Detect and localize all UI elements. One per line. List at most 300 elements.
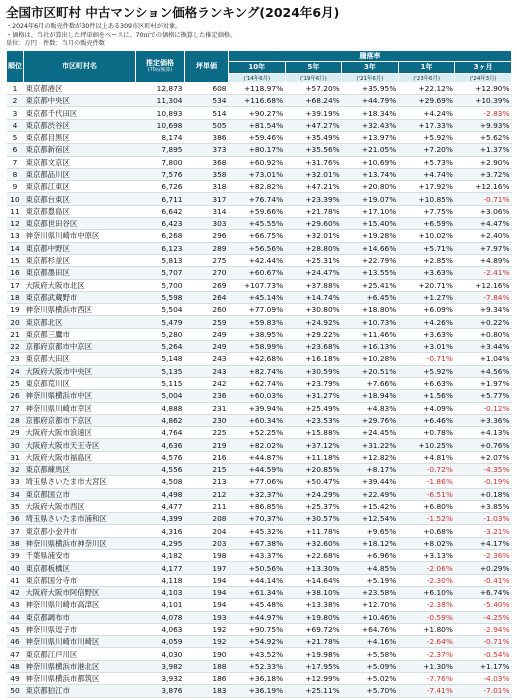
change-1y-cell: +0.68% bbox=[398, 525, 455, 537]
ranking-table bbox=[6, 50, 512, 698]
rank-cell: 25 bbox=[7, 377, 24, 389]
change-3y-cell: +14.66% bbox=[342, 242, 399, 254]
rank-cell: 26 bbox=[7, 390, 24, 402]
tsubo-price-cell: 208 bbox=[185, 513, 229, 525]
price-cell: 4,576 bbox=[136, 451, 185, 463]
price-cell: 6,423 bbox=[136, 218, 185, 230]
municipality-name: 京都府京都市下京区 bbox=[24, 414, 136, 426]
price-cell: 5,004 bbox=[136, 390, 185, 402]
change-1y-cell: -1.52% bbox=[398, 513, 455, 525]
change-3m-cell: -2.94% bbox=[455, 623, 512, 635]
change-5y-cell: +11.18% bbox=[285, 451, 342, 463]
change-3m-cell: +3.36% bbox=[455, 414, 512, 426]
change-1y-cell: -2.37% bbox=[398, 648, 455, 660]
change-1y-cell: +5.71% bbox=[398, 242, 455, 254]
change-3y-cell: +31.22% bbox=[342, 439, 399, 451]
rank-cell: 19 bbox=[7, 304, 24, 316]
rank-cell: 10 bbox=[7, 193, 24, 205]
price-cell: 8,174 bbox=[136, 131, 185, 143]
change-5y-cell: +37.12% bbox=[285, 439, 342, 451]
tsubo-price-cell: 269 bbox=[185, 279, 229, 291]
rank-cell: 12 bbox=[7, 218, 24, 230]
table-row bbox=[7, 242, 512, 254]
change-10y-cell: +44.59% bbox=[229, 463, 286, 475]
change-3y-cell: +23.58% bbox=[342, 586, 399, 598]
change-1y-cell: +6.10% bbox=[398, 586, 455, 598]
rank-cell: 42 bbox=[7, 586, 24, 598]
change-1y-cell: -0.59% bbox=[398, 611, 455, 623]
change-3y-cell: +10.28% bbox=[342, 353, 399, 365]
municipality-name: 神奈川県横浜市港北区 bbox=[24, 660, 136, 672]
rank-cell: 33 bbox=[7, 476, 24, 488]
change-3y-cell: +13.74% bbox=[342, 168, 399, 180]
tsubo-price-cell: 192 bbox=[185, 636, 229, 648]
table-row bbox=[7, 291, 512, 303]
municipality-name: 東京都荒川区 bbox=[24, 377, 136, 389]
rank-cell: 29 bbox=[7, 427, 24, 439]
change-3m-cell: +4.89% bbox=[455, 254, 512, 266]
header-ref-3m: ('24年3月) bbox=[455, 73, 512, 82]
change-3y-cell: +25.41% bbox=[342, 279, 399, 291]
change-10y-cell: +45.55% bbox=[229, 218, 286, 230]
change-5y-cell: +32.01% bbox=[285, 168, 342, 180]
change-5y-cell: +30.57% bbox=[285, 513, 342, 525]
tsubo-price-cell: 219 bbox=[185, 439, 229, 451]
table-row bbox=[7, 205, 512, 217]
tsubo-price-cell: 270 bbox=[185, 267, 229, 279]
price-cell: 7,800 bbox=[136, 156, 185, 168]
change-10y-cell: +52.33% bbox=[229, 660, 286, 672]
tsubo-price-cell: 368 bbox=[185, 156, 229, 168]
change-10y-cell: +73.01% bbox=[229, 168, 286, 180]
change-1y-cell: +6.59% bbox=[398, 218, 455, 230]
change-1y-cell: +22.12% bbox=[398, 82, 455, 94]
rank-cell: 15 bbox=[7, 254, 24, 266]
tsubo-price-cell: 242 bbox=[185, 377, 229, 389]
tsubo-price-cell: 259 bbox=[185, 316, 229, 328]
municipality-name: 東京都国立市 bbox=[24, 488, 136, 500]
rank-cell: 17 bbox=[7, 279, 24, 291]
note-units: 単位：万円 件数：当月の販売件数 bbox=[6, 40, 105, 48]
rank-cell: 46 bbox=[7, 636, 24, 648]
change-3y-cell: +5.19% bbox=[342, 574, 399, 586]
price-cell: 7,576 bbox=[136, 168, 185, 180]
municipality-name: 東京都杉並区 bbox=[24, 254, 136, 266]
change-1y-cell: +4.81% bbox=[398, 451, 455, 463]
change-3y-cell: +5.09% bbox=[342, 660, 399, 672]
change-3y-cell: +12.82% bbox=[342, 451, 399, 463]
rank-cell: 6 bbox=[7, 144, 24, 156]
change-3y-cell: +5.70% bbox=[342, 685, 399, 697]
municipality-name: 東京都新宿区 bbox=[24, 144, 136, 156]
price-cell: 4,030 bbox=[136, 648, 185, 660]
rank-cell: 8 bbox=[7, 168, 24, 180]
tsubo-price-cell: 186 bbox=[185, 673, 229, 685]
header-period-3m: 3ヶ月 bbox=[455, 61, 512, 73]
change-3m-cell: -0.54% bbox=[455, 648, 512, 660]
rank-cell: 3 bbox=[7, 107, 24, 119]
change-10y-cell: +70.37% bbox=[229, 513, 286, 525]
tsubo-price-cell: 236 bbox=[185, 390, 229, 402]
change-1y-cell: +1.56% bbox=[398, 390, 455, 402]
change-5y-cell: +30.80% bbox=[285, 304, 342, 316]
change-3m-cell: +4.13% bbox=[455, 427, 512, 439]
municipality-name: 神奈川県横浜市中区 bbox=[24, 390, 136, 402]
change-5y-cell: +12.99% bbox=[285, 673, 342, 685]
change-3y-cell: +44.79% bbox=[342, 95, 399, 107]
municipality-name: 東京都世田谷区 bbox=[24, 218, 136, 230]
change-10y-cell: +60.92% bbox=[229, 156, 286, 168]
change-3m-cell: +1.97% bbox=[455, 377, 512, 389]
change-3m-cell: -0.41% bbox=[455, 574, 512, 586]
change-5y-cell: +25.37% bbox=[285, 500, 342, 512]
municipality-name: 東京都狛江市 bbox=[24, 685, 136, 697]
table-row bbox=[7, 414, 512, 426]
municipality-name: 東京都港区 bbox=[24, 82, 136, 94]
change-1y-cell: -6.51% bbox=[398, 488, 455, 500]
change-3m-cell: +3.85% bbox=[455, 500, 512, 512]
change-5y-cell: +31.76% bbox=[285, 156, 342, 168]
change-10y-cell: +44.87% bbox=[229, 451, 286, 463]
rank-cell: 24 bbox=[7, 365, 24, 377]
tsubo-price-cell: 212 bbox=[185, 488, 229, 500]
tsubo-price-cell: 243 bbox=[185, 353, 229, 365]
change-3y-cell: +12.54% bbox=[342, 513, 399, 525]
change-10y-cell: +38.95% bbox=[229, 328, 286, 340]
change-5y-cell: +23.79% bbox=[285, 377, 342, 389]
change-5y-cell: +35.49% bbox=[285, 131, 342, 143]
municipality-name: 東京都調布市 bbox=[24, 611, 136, 623]
rank-cell: 5 bbox=[7, 131, 24, 143]
change-5y-cell: +25.31% bbox=[285, 254, 342, 266]
change-5y-cell: +47.21% bbox=[285, 181, 342, 193]
change-3m-cell: +1.17% bbox=[455, 660, 512, 672]
tsubo-price-cell: 197 bbox=[185, 562, 229, 574]
change-10y-cell: +90.75% bbox=[229, 623, 286, 635]
rank-cell: 21 bbox=[7, 328, 24, 340]
rank-cell: 30 bbox=[7, 439, 24, 451]
change-3y-cell: +5.58% bbox=[342, 648, 399, 660]
change-3y-cell: +7.66% bbox=[342, 377, 399, 389]
change-1y-cell: +4.09% bbox=[398, 402, 455, 414]
change-3m-cell: +9.93% bbox=[455, 119, 512, 131]
rank-cell: 48 bbox=[7, 660, 24, 672]
price-cell: 5,135 bbox=[136, 365, 185, 377]
change-5y-cell: +30.59% bbox=[285, 365, 342, 377]
change-5y-cell: +25.49% bbox=[285, 402, 342, 414]
tsubo-price-cell: 608 bbox=[185, 82, 229, 94]
change-10y-cell: +36.19% bbox=[229, 685, 286, 697]
change-3m-cell: -4.03% bbox=[455, 673, 512, 685]
table-row bbox=[7, 168, 512, 180]
change-3m-cell: +6.74% bbox=[455, 586, 512, 598]
change-10y-cell: +60.67% bbox=[229, 267, 286, 279]
change-3y-cell: +10.73% bbox=[342, 316, 399, 328]
tsubo-price-cell: 317 bbox=[185, 193, 229, 205]
table-row bbox=[7, 377, 512, 389]
rank-cell: 49 bbox=[7, 673, 24, 685]
change-5y-cell: +29.22% bbox=[285, 328, 342, 340]
price-cell: 6,711 bbox=[136, 193, 185, 205]
change-10y-cell: +90.27% bbox=[229, 107, 286, 119]
change-3y-cell: +16.13% bbox=[342, 341, 399, 353]
change-3m-cell: +1.04% bbox=[455, 353, 512, 365]
price-cell: 5,504 bbox=[136, 304, 185, 316]
table-row bbox=[7, 230, 512, 242]
price-cell: 4,888 bbox=[136, 402, 185, 414]
price-cell: 4,399 bbox=[136, 513, 185, 525]
tsubo-price-cell: 203 bbox=[185, 537, 229, 549]
change-5y-cell: +24.29% bbox=[285, 488, 342, 500]
change-3y-cell: +39.44% bbox=[342, 476, 399, 488]
table-row bbox=[7, 304, 512, 316]
rank-cell: 37 bbox=[7, 525, 24, 537]
change-10y-cell: +44.14% bbox=[229, 574, 286, 586]
tsubo-price-cell: 188 bbox=[185, 660, 229, 672]
tsubo-price-cell: 215 bbox=[185, 463, 229, 475]
rank-cell: 36 bbox=[7, 513, 24, 525]
change-3m-cell: +3.06% bbox=[455, 205, 512, 217]
table-row bbox=[7, 144, 512, 156]
municipality-name: 東京都練馬区 bbox=[24, 463, 136, 475]
change-5y-cell: +24.47% bbox=[285, 267, 342, 279]
change-10y-cell: +62.74% bbox=[229, 377, 286, 389]
price-cell: 5,598 bbox=[136, 291, 185, 303]
header-change-group: 騰落率 bbox=[229, 50, 512, 61]
change-5y-cell: +21.78% bbox=[285, 205, 342, 217]
table-row bbox=[7, 82, 512, 94]
rank-cell: 31 bbox=[7, 451, 24, 463]
tsubo-price-cell: 275 bbox=[185, 254, 229, 266]
rank-cell: 7 bbox=[7, 156, 24, 168]
note-line-1: ・2024年6月の販売件数が30件以上ある309市区町村が対象。 bbox=[6, 23, 182, 30]
tsubo-price-cell: 318 bbox=[185, 181, 229, 193]
change-3m-cell: +0.29% bbox=[455, 562, 512, 574]
price-cell: 5,707 bbox=[136, 267, 185, 279]
rank-cell: 4 bbox=[7, 119, 24, 131]
change-3m-cell: +2.07% bbox=[455, 451, 512, 463]
change-3m-cell: -3.21% bbox=[455, 525, 512, 537]
change-1y-cell: +3.63% bbox=[398, 267, 455, 279]
change-10y-cell: +45.32% bbox=[229, 525, 286, 537]
price-cell: 11,304 bbox=[136, 95, 185, 107]
price-cell: 4,862 bbox=[136, 414, 185, 426]
tsubo-price-cell: 194 bbox=[185, 599, 229, 611]
change-3y-cell: +18.34% bbox=[342, 107, 399, 119]
price-cell: 6,268 bbox=[136, 230, 185, 242]
change-5y-cell: +21.78% bbox=[285, 636, 342, 648]
municipality-name: 東京都板橋区 bbox=[24, 562, 136, 574]
change-10y-cell: +56.56% bbox=[229, 242, 286, 254]
price-cell: 5,264 bbox=[136, 341, 185, 353]
price-cell: 4,508 bbox=[136, 476, 185, 488]
change-3y-cell: +13.55% bbox=[342, 267, 399, 279]
municipality-name: 神奈川県横浜市西区 bbox=[24, 304, 136, 316]
municipality-name: 千葉県浦安市 bbox=[24, 550, 136, 562]
tsubo-price-cell: 230 bbox=[185, 414, 229, 426]
municipality-name: 東京都武蔵野市 bbox=[24, 291, 136, 303]
municipality-name: 東京都渋谷区 bbox=[24, 119, 136, 131]
municipality-name: 東京都北区 bbox=[24, 316, 136, 328]
change-10y-cell: +59.83% bbox=[229, 316, 286, 328]
change-1y-cell: +0.78% bbox=[398, 427, 455, 439]
municipality-name: 東京都中野区 bbox=[24, 242, 136, 254]
price-cell: 5,115 bbox=[136, 377, 185, 389]
change-3y-cell: +64.76% bbox=[342, 623, 399, 635]
change-5y-cell: +11.78% bbox=[285, 525, 342, 537]
change-1y-cell: +5.92% bbox=[398, 365, 455, 377]
table-row bbox=[7, 488, 512, 500]
table-row bbox=[7, 107, 512, 119]
change-1y-cell: +8.02% bbox=[398, 537, 455, 549]
change-5y-cell: +38.10% bbox=[285, 586, 342, 598]
municipality-name: 神奈川県横浜市都筑区 bbox=[24, 673, 136, 685]
change-3m-cell: +0.76% bbox=[455, 439, 512, 451]
change-1y-cell: +5.73% bbox=[398, 156, 455, 168]
change-5y-cell: +29.60% bbox=[285, 218, 342, 230]
change-1y-cell: +7.20% bbox=[398, 144, 455, 156]
price-cell: 6,642 bbox=[136, 205, 185, 217]
change-3m-cell: -1.03% bbox=[455, 513, 512, 525]
table-row bbox=[7, 279, 512, 291]
change-3m-cell: +4.47% bbox=[455, 218, 512, 230]
tsubo-price-cell: 514 bbox=[185, 107, 229, 119]
tsubo-price-cell: 183 bbox=[185, 685, 229, 697]
change-10y-cell: +77.09% bbox=[229, 304, 286, 316]
change-5y-cell: +23.39% bbox=[285, 193, 342, 205]
tsubo-price-cell: 296 bbox=[185, 230, 229, 242]
table-row bbox=[7, 181, 512, 193]
municipality-name: 神奈川県川崎市幸区 bbox=[24, 402, 136, 414]
change-3m-cell: -2.36% bbox=[455, 550, 512, 562]
change-10y-cell: +59.46% bbox=[229, 131, 286, 143]
table-row bbox=[7, 476, 512, 488]
change-10y-cell: +32.37% bbox=[229, 488, 286, 500]
change-3y-cell: +32.43% bbox=[342, 119, 399, 131]
municipality-name: 東京都目黒区 bbox=[24, 131, 136, 143]
municipality-name: 東京都文京区 bbox=[24, 156, 136, 168]
price-cell: 5,280 bbox=[136, 328, 185, 340]
price-cell: 5,700 bbox=[136, 279, 185, 291]
change-5y-cell: +22.68% bbox=[285, 550, 342, 562]
change-10y-cell: +82.74% bbox=[229, 365, 286, 377]
change-5y-cell: +25.11% bbox=[285, 685, 342, 697]
change-5y-cell: +23.53% bbox=[285, 414, 342, 426]
change-1y-cell: -1.86% bbox=[398, 476, 455, 488]
table-row bbox=[7, 119, 512, 131]
change-1y-cell: +1.27% bbox=[398, 291, 455, 303]
table-row bbox=[7, 439, 512, 451]
municipality-name: 大阪府大阪市阿倍野区 bbox=[24, 586, 136, 598]
change-1y-cell: +1.80% bbox=[398, 623, 455, 635]
change-5y-cell: +69.72% bbox=[285, 623, 342, 635]
table-row bbox=[7, 636, 512, 648]
change-3y-cell: +6.96% bbox=[342, 550, 399, 562]
note-line-2: ・価格は、当社が算出した坪単価をベースに、70㎡での価格に換算した推定価格。 bbox=[6, 31, 237, 39]
header-period-1y: 1年 bbox=[398, 61, 455, 73]
price-cell: 4,316 bbox=[136, 525, 185, 537]
change-1y-cell: +1.30% bbox=[398, 660, 455, 672]
change-3y-cell: +4.85% bbox=[342, 562, 399, 574]
table-row bbox=[7, 525, 512, 537]
change-3m-cell: +0.22% bbox=[455, 316, 512, 328]
rank-cell: 43 bbox=[7, 599, 24, 611]
change-3m-cell: +12.16% bbox=[455, 181, 512, 193]
change-5y-cell: +19.80% bbox=[285, 611, 342, 623]
municipality-name: 神奈川県逗子市 bbox=[24, 623, 136, 635]
change-5y-cell: +13.38% bbox=[285, 599, 342, 611]
table-row bbox=[7, 316, 512, 328]
change-5y-cell: +20.85% bbox=[285, 463, 342, 475]
price-cell: 4,101 bbox=[136, 599, 185, 611]
change-3y-cell: +22.49% bbox=[342, 488, 399, 500]
rank-cell: 35 bbox=[7, 500, 24, 512]
change-5y-cell: +39.19% bbox=[285, 107, 342, 119]
change-1y-cell: -2.06% bbox=[398, 562, 455, 574]
header-tsubo: 坪単価 bbox=[185, 50, 229, 82]
change-1y-cell: -2.64% bbox=[398, 636, 455, 648]
municipality-name: 東京都小金井市 bbox=[24, 525, 136, 537]
rank-cell: 47 bbox=[7, 648, 24, 660]
tsubo-price-cell: 358 bbox=[185, 168, 229, 180]
change-1y-cell: +6.63% bbox=[398, 377, 455, 389]
tsubo-price-cell: 505 bbox=[185, 119, 229, 131]
municipality-name: 東京都品川区 bbox=[24, 168, 136, 180]
change-3y-cell: +20.80% bbox=[342, 181, 399, 193]
change-5y-cell: +16.18% bbox=[285, 353, 342, 365]
table-row bbox=[7, 95, 512, 107]
price-cell: 6,123 bbox=[136, 242, 185, 254]
change-3y-cell: +15.42% bbox=[342, 500, 399, 512]
change-1y-cell: +6.09% bbox=[398, 304, 455, 316]
table-row bbox=[7, 427, 512, 439]
change-1y-cell: +5.92% bbox=[398, 131, 455, 143]
change-3y-cell: +6.45% bbox=[342, 291, 399, 303]
price-cell: 6,726 bbox=[136, 181, 185, 193]
change-3y-cell: +11.46% bbox=[342, 328, 399, 340]
tsubo-price-cell: 213 bbox=[185, 476, 229, 488]
change-3y-cell: +8.17% bbox=[342, 463, 399, 475]
municipality-name: 神奈川県川崎市高津区 bbox=[24, 599, 136, 611]
tsubo-price-cell: 243 bbox=[185, 365, 229, 377]
rank-cell: 45 bbox=[7, 623, 24, 635]
change-5y-cell: +31.27% bbox=[285, 390, 342, 402]
change-10y-cell: +54.92% bbox=[229, 636, 286, 648]
change-3y-cell: +18.12% bbox=[342, 537, 399, 549]
change-10y-cell: +42.68% bbox=[229, 353, 286, 365]
change-10y-cell: +82.82% bbox=[229, 181, 286, 193]
change-3y-cell: +10.46% bbox=[342, 611, 399, 623]
change-1y-cell: +29.69% bbox=[398, 95, 455, 107]
change-3y-cell: +9.65% bbox=[342, 525, 399, 537]
change-3m-cell: +5.77% bbox=[455, 390, 512, 402]
header-rank: 順位 bbox=[7, 50, 24, 82]
header-name: 市区町村名 bbox=[24, 50, 136, 82]
change-1y-cell: +3.63% bbox=[398, 328, 455, 340]
change-10y-cell: +43.37% bbox=[229, 550, 286, 562]
rank-cell: 2 bbox=[7, 95, 24, 107]
change-5y-cell: +23.68% bbox=[285, 341, 342, 353]
table-row bbox=[7, 537, 512, 549]
tsubo-price-cell: 260 bbox=[185, 304, 229, 316]
price-cell: 5,148 bbox=[136, 353, 185, 365]
change-10y-cell: +81.54% bbox=[229, 119, 286, 131]
rank-cell: 28 bbox=[7, 414, 24, 426]
change-1y-cell: -2.30% bbox=[398, 574, 455, 586]
change-3m-cell: -2.83% bbox=[455, 107, 512, 119]
table-row bbox=[7, 673, 512, 685]
table-row bbox=[7, 365, 512, 377]
